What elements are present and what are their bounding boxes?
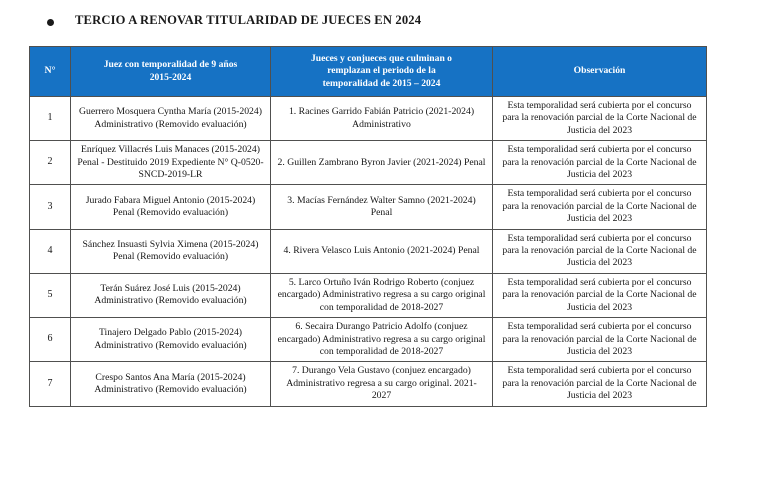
- replacement-judge-cell: 3. Macías Fernández Walter Samno (2021-2024) Penal: [271, 185, 493, 229]
- table-row: [30, 318, 707, 362]
- bullet-point-icon: [47, 19, 54, 26]
- replacement-judge-cell: 1. Racines Garrido Fabián Patricio (2021-2024) Administrativo: [271, 97, 493, 141]
- observation-cell: Esta temporalidad será cubierta por el concurso para la renovación parcial de la Corte Nacional de Justicia del 2023: [493, 318, 707, 362]
- observation-cell: Esta temporalidad será cubierta por el concurso para la renovación parcial de la Corte Nacional de Justicia del 2023: [493, 185, 707, 229]
- observation-cell: Esta temporalidad será cubierta por el concurso para la renovación parcial de la Corte Nacional de Justicia del 2023: [493, 229, 707, 273]
- table-row: [30, 185, 707, 229]
- judge-name-cell: Crespo Santos Ana María (2015-2024) Administrativo (Removido evaluación): [71, 362, 271, 406]
- observation-cell: Esta temporalidad será cubierta por el concurso para la renovación parcial de la Corte Nacional de Justicia del 2023: [493, 97, 707, 141]
- column-header-number: N°: [30, 47, 71, 97]
- row-number: 4: [30, 229, 71, 273]
- judge-name-cell: Guerrero Mosquera Cyntha María (2015-2024) Administrativo (Removido evaluación): [71, 97, 271, 141]
- judge-name-cell: Enríquez Villacrés Luis Manaces (2015-2024) Penal - Destituido 2019 Expediente N° Q-0520-SNCD-2019-LR: [71, 141, 271, 185]
- observation-cell: Esta temporalidad será cubierta por el concurso para la renovación parcial de la Corte Nacional de Justicia del 2023: [493, 141, 707, 185]
- judges-table-container: [29, 46, 706, 407]
- page-title: TERCIO A RENOVAR TITULARIDAD DE JUECES EN 2024: [75, 13, 422, 27]
- row-number: 7: [30, 362, 71, 406]
- table-header-row: [30, 47, 707, 97]
- replacement-judge-cell: 4. Rivera Velasco Luis Antonio (2021-2024) Penal: [271, 229, 493, 273]
- column-header-observation: Observación: [493, 47, 707, 97]
- table-row: [30, 362, 707, 406]
- replacement-judge-cell: 5. Larco Ortuño Iván Rodrigo Roberto (conjuez encargado) Administrativo regresa a su cargo original con temporalidad de 2018-2027: [271, 273, 493, 317]
- column-header-judge-line1: Juez con temporalidad de 9 años: [103, 58, 238, 70]
- column-header-replacements-line1: Jueces y conjueces que culminan o: [311, 52, 452, 64]
- judge-name-cell: Sánchez Insuasti Sylvia Ximena (2015-2024) Penal (Removido evaluación): [71, 229, 271, 273]
- row-number: 6: [30, 318, 71, 362]
- column-header-replacements: [271, 47, 493, 97]
- row-number: 1: [30, 97, 71, 141]
- document-heading: [0, 0, 768, 28]
- table-row: [30, 141, 707, 185]
- column-header-replacements-line2: remplazan el periodo de la: [327, 65, 436, 77]
- replacement-judge-cell: 7. Durango Vela Gustavo (conjuez encargado) Administrativo regresa a su cargo original. 2021-2027: [271, 362, 493, 406]
- column-header-judge-line2: 2015-2024: [149, 71, 192, 83]
- column-header-replacements-line3: temporalidad de 2015 – 2024: [322, 77, 441, 89]
- table-row: [30, 273, 707, 317]
- observation-cell: Esta temporalidad será cubierta por el concurso para la renovación parcial de la Corte Nacional de Justicia del 2023: [493, 273, 707, 317]
- row-number: 5: [30, 273, 71, 317]
- table-header: [30, 47, 707, 97]
- judge-name-cell: Tinajero Delgado Pablo (2015-2024) Administrativo (Removido evaluación): [71, 318, 271, 362]
- observation-cell: Esta temporalidad será cubierta por el concurso para la renovación parcial de la Corte Nacional de Justicia del 2023: [493, 362, 707, 406]
- table-row: [30, 229, 707, 273]
- column-header-judge: [71, 47, 271, 97]
- replacement-judge-cell: 2. Guillen Zambrano Byron Javier (2021-2024) Penal: [271, 141, 493, 185]
- row-number: 2: [30, 141, 71, 185]
- row-number: 3: [30, 185, 71, 229]
- judge-name-cell: Terán Suárez José Luis (2015-2024) Administrativo (Removido evaluación): [71, 273, 271, 317]
- judges-table: [29, 46, 707, 407]
- table-body: [30, 97, 707, 407]
- judge-name-cell: Jurado Fabara Miguel Antonio (2015-2024) Penal (Removido evaluación): [71, 185, 271, 229]
- table-row: [30, 97, 707, 141]
- replacement-judge-cell: 6. Secaira Durango Patricio Adolfo (conjuez encargado) Administrativo regresa a su cargo original con temporalidad de 2018-2027: [271, 318, 493, 362]
